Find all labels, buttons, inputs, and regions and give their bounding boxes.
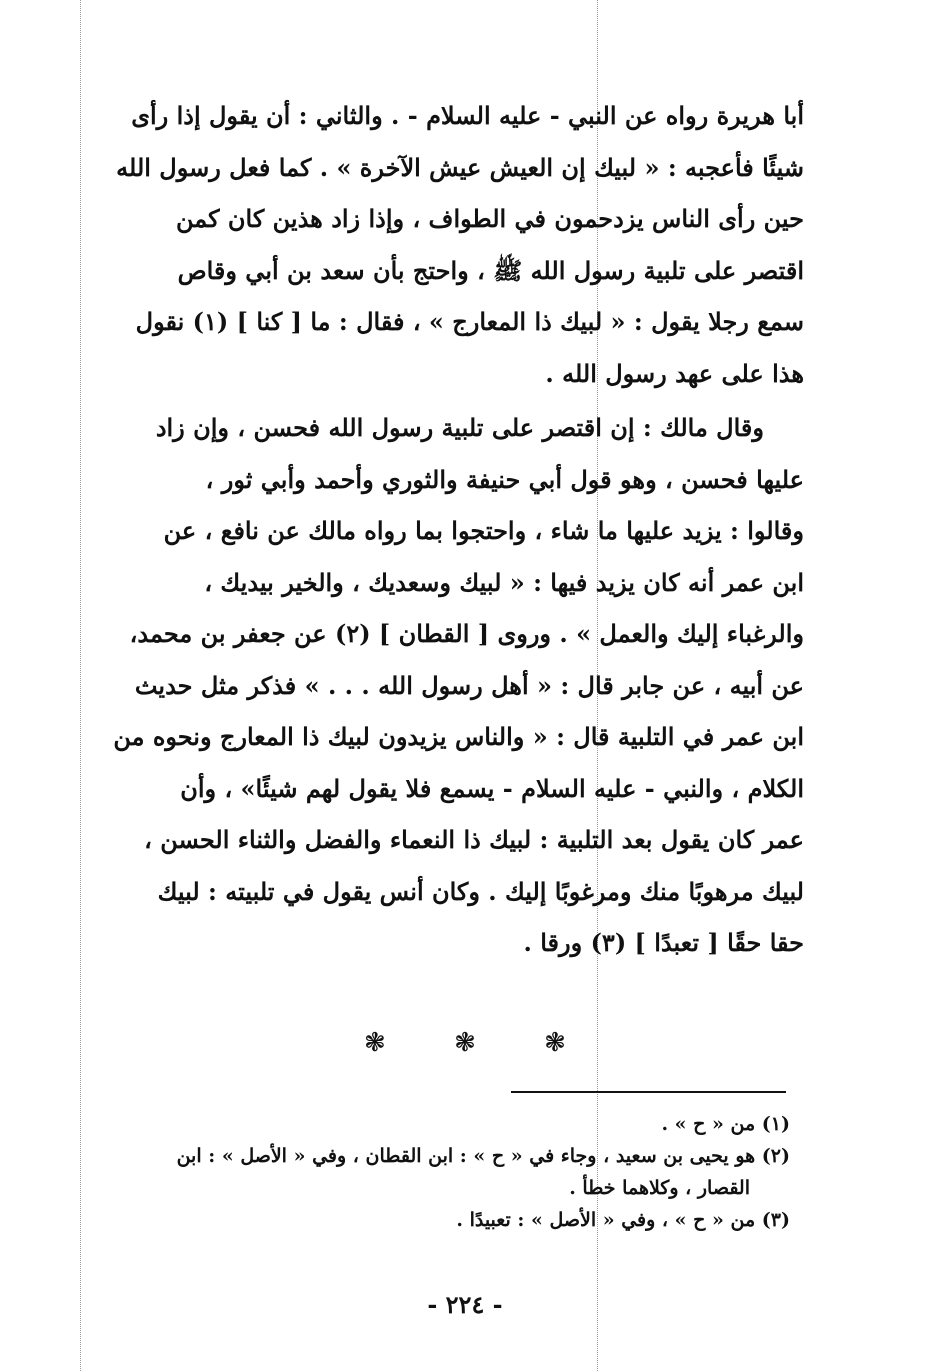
footnote-rule: [511, 1091, 786, 1093]
text-line: أبا هريرة رواه عن النبي - عليه السلام - . والثاني : أن يقول إذا رأى: [131, 101, 804, 130]
footnote-1: (١) من « ح » .: [661, 1113, 790, 1135]
text-line: عمر كان يقول بعد التلبية : لبيك ذا النعماء والفضل والثناء الحسن ،: [144, 825, 804, 854]
paragraph-2: [108, 402, 804, 969]
text-line: ابن عمر أنه كان يزيد فيها : « لبيك وسعديك ، والخير بيديك ،: [204, 567, 804, 597]
footnote-3: (٣) من « ح » ، وفي « الأصل » : تعبيدًا .: [456, 1209, 790, 1231]
text-line: هذا على عهد رسول الله .: [545, 358, 804, 388]
text-line: لبيك مرهوبًا منك ومرغوبًا إليك . وكان أنس يقول في تلبيته : لبيك: [157, 876, 804, 906]
text-line: والرغباء إليك والعمل » . وروى [ القطان ] (٢) عن جعفر بن محمد،: [129, 619, 804, 648]
footnote-2-continuation: القصار ، وكلاهما خطأ .: [569, 1177, 750, 1199]
text-line: عن أبيه ، عن جابر قال : « أهل رسول الله . . . » فذكر مثل حديث: [134, 670, 804, 700]
scan-margin-line: [80, 0, 81, 1371]
text-line: الكلام ، والنبي - عليه السلام - يسمع فلا يقول لهم شيئًا» ، وأن: [180, 773, 804, 803]
footnotes: [100, 1108, 790, 1236]
text-line: وقال مالك : إن اقتصر على تلبية رسول الله فحسن ، وإن زاد: [155, 413, 764, 442]
section-separator: ❃ ❃ ❃: [364, 1028, 566, 1058]
text-line: حقا حقًا [ تعبدًا ] (٣) ورقا .: [523, 928, 804, 957]
text-line: اقتصر على تلبية رسول الله ﷺ ، واحتج بأن سعد بن أبي وقاص: [177, 255, 804, 285]
footnote-2: (٢) هو يحيى بن سعيد ، وجاء في « ح » : ابن القطان ، وفي « الأصل » : ابن: [176, 1145, 790, 1167]
text-line: عليها فحسن ، وهو قول أبي حنيفة والثوري وأحمد وأبي ثور ،: [205, 464, 804, 494]
text-line: ابن عمر في التلبية قال : « والناس يزيدون لبيك ذا المعارج ونحوه من: [113, 722, 804, 751]
text-line: وقالوا : يزيد عليها ما شاء ، واحتجوا بما رواه مالك عن نافع ، عن: [163, 516, 804, 545]
page-number: - ٢٢٤ -: [427, 1290, 503, 1319]
text-line: شيئًا فأعجبه : « لبيك إن العيش عيش الآخرة » . كما فعل رسول الله: [116, 152, 804, 182]
paragraph-1: [108, 90, 804, 399]
text-line: حين رأى الناس يزدحمون في الطواف ، وإذا زاد هذين كان كمن: [175, 204, 804, 233]
text-line: سمع رجلا يقول : « لبيك ذا المعارج » ، فقال : ما [ كنا ] (١) نقول: [135, 307, 804, 336]
